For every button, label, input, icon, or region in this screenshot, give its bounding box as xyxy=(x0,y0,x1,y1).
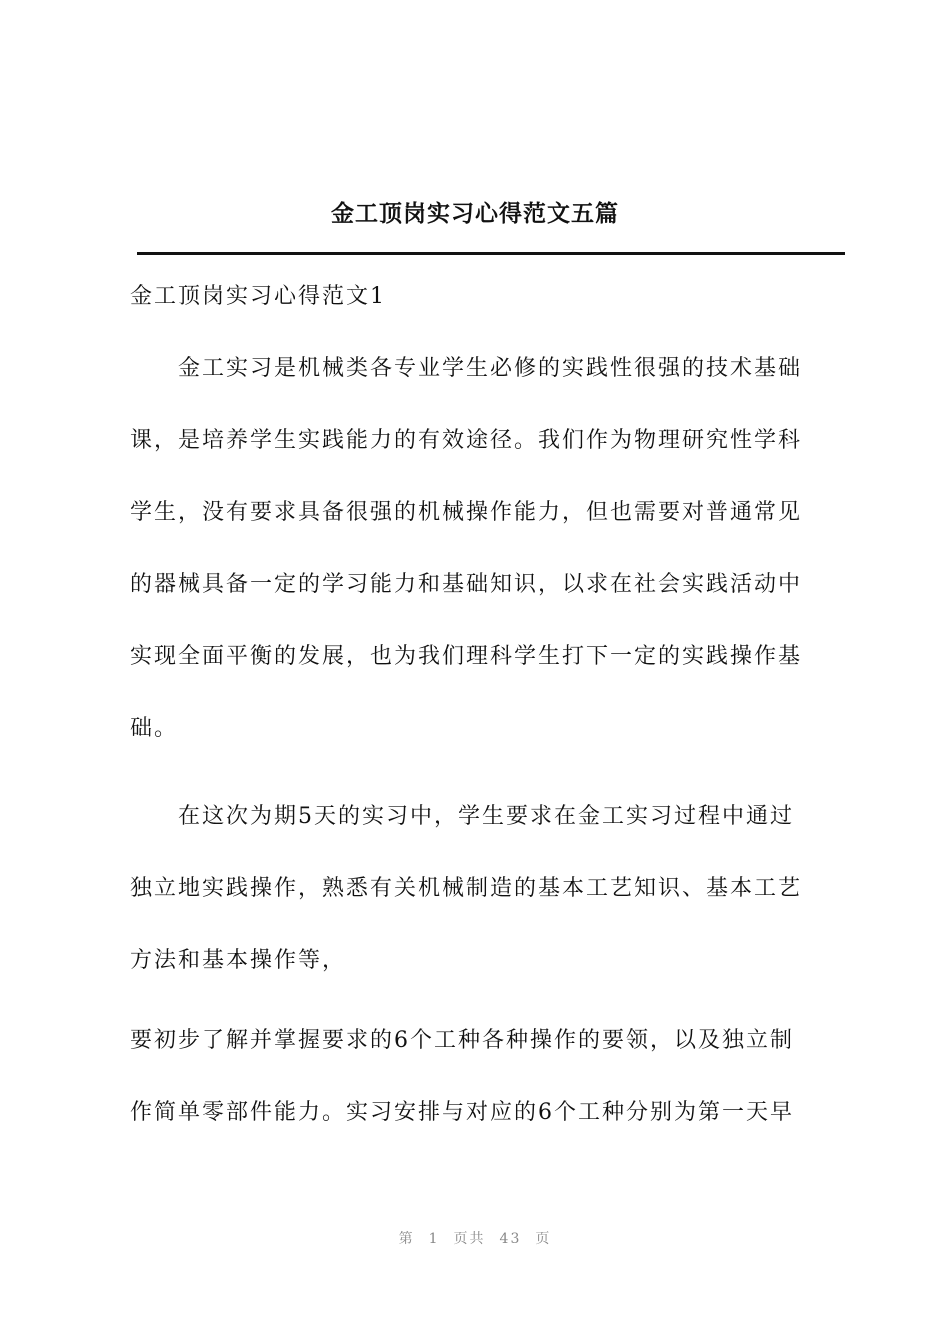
title-underline xyxy=(137,252,845,255)
paragraph-line: 方法和基本操作等， xyxy=(130,948,347,973)
paragraph-line: 作简单零部件能力。实习安排与对应的6个工种分别为第一天早 xyxy=(130,1100,794,1125)
footer-current-page: 1 xyxy=(428,1231,440,1247)
section-heading: 金工顶岗实习心得范文1 xyxy=(130,284,386,309)
document-title: 金工顶岗实习心得范文五篇 xyxy=(331,200,619,227)
footer-total-pages: 43 xyxy=(499,1231,522,1247)
paragraph-line: 实现全面平衡的发展，也为我们理科学生打下一定的实践操作基 xyxy=(130,644,803,669)
footer-label-end: 页 xyxy=(535,1231,552,1247)
paragraph-line: 独立地实践操作，熟悉有关机械制造的基本工艺知识、基本工艺 xyxy=(130,876,803,901)
paragraph-line: 础。 xyxy=(130,716,179,741)
paragraph-line: 金工实习是机械类各专业学生必修的实践性很强的技术基础 xyxy=(178,356,803,381)
paragraph-line: 学生，没有要求具备很强的机械操作能力，但也需要对普通常见 xyxy=(130,500,803,525)
footer-label-of: 页共 xyxy=(453,1231,486,1247)
paragraph-line: 的器械具备一定的学习能力和基础知识，以求在社会实践活动中 xyxy=(130,572,803,597)
footer-label-page: 第 xyxy=(398,1231,415,1247)
paragraph-line: 在这次为期5天的实习中，学生要求在金工实习过程中通过 xyxy=(178,804,794,829)
paragraph-line: 课，是培养学生实践能力的有效途径。我们作为物理研究性学科 xyxy=(130,428,803,453)
page-footer xyxy=(0,1228,950,1248)
paragraph-line: 要初步了解并掌握要求的6个工种各种操作的要领，以及独立制 xyxy=(130,1028,794,1053)
